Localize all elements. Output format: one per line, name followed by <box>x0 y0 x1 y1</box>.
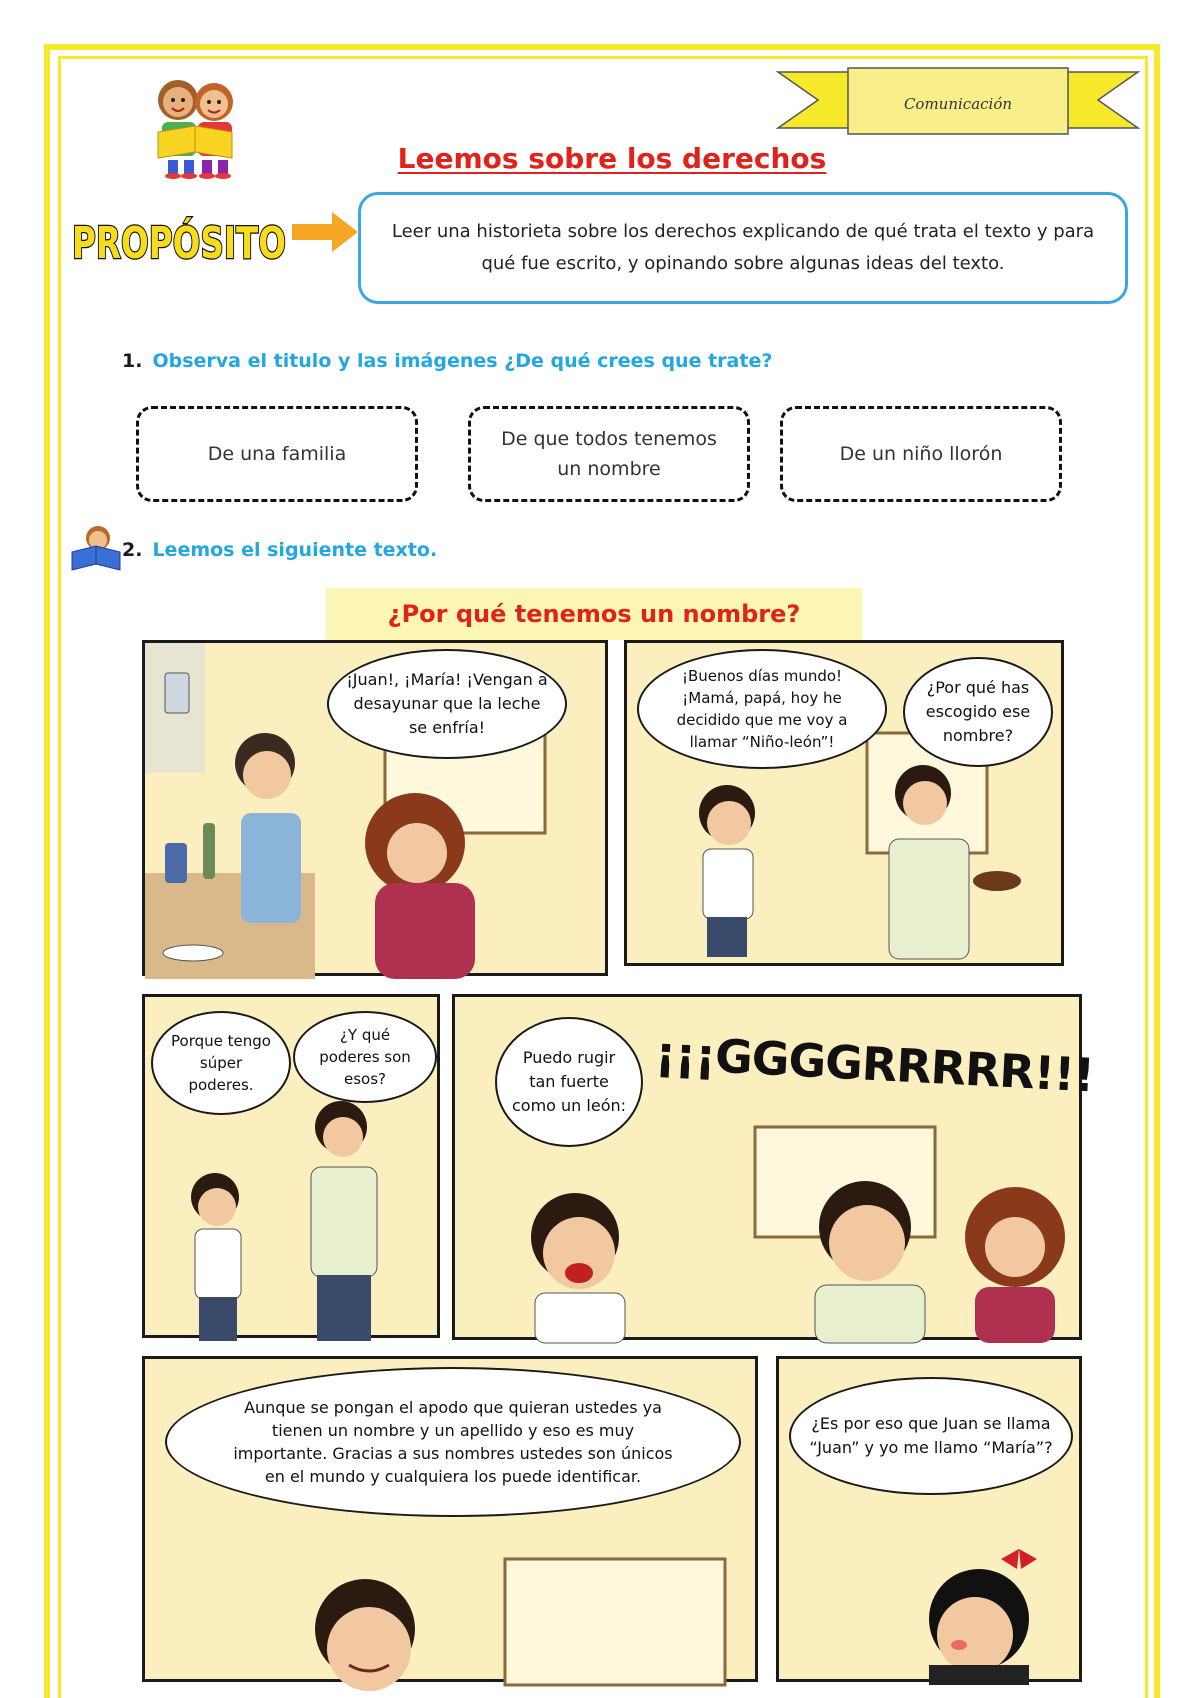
speech-bubble <box>637 649 887 769</box>
purpose-label <box>70 210 361 270</box>
comic-panel-3 <box>142 994 440 1338</box>
speech-text: ¿Y qué poderes son esos? <box>319 1026 411 1088</box>
speech-text: Porque tengo súper poderes. <box>171 1032 271 1094</box>
option-box-3[interactable] <box>780 406 1062 502</box>
speech-bubble <box>151 1011 291 1115</box>
speech-bubble <box>165 1367 741 1517</box>
speech-bubble <box>903 657 1053 767</box>
purpose-label-text: PROPÓSITO <box>72 218 361 269</box>
speech-text: Aunque se pongan el apodo que quieran ustedes ya tienen un nombre y un apellido y eso es muy importante. Gracias a sus nombres ustedes son únicos en el mundo y cualquiera los puede identificar. <box>233 1398 673 1486</box>
child-reading-icon <box>66 522 126 574</box>
speech-bubble <box>327 649 567 759</box>
question-1 <box>122 350 772 372</box>
question-1-number: 1. <box>122 350 143 372</box>
speech-text: ¿Por qué has escogido ese nombre? <box>925 678 1031 745</box>
question-1-text: Observa el titulo y las imágenes ¿De qué crees que trate? <box>152 350 773 372</box>
option-box-2[interactable] <box>468 406 750 502</box>
comic-panel-2 <box>624 640 1064 966</box>
speech-bubble <box>293 1011 437 1103</box>
speech-text: ¡Juan!, ¡María! ¡Vengan a desayunar que la leche se enfría! <box>346 670 548 737</box>
purpose-text: Leer una historieta sobre los derechos explicando de qué trata el texto y para qué fue escrito, y opinando sobre algunas ideas del texto. <box>391 221 1095 274</box>
comic-panel-4 <box>452 994 1096 1340</box>
question-2 <box>122 539 437 561</box>
option-3-text: De un niño llorón <box>839 443 1003 465</box>
question-2-number: 2. <box>122 539 143 561</box>
question-2-text: Leemos el siguiente texto. <box>152 539 438 561</box>
option-2-text: De que todos tenemos un nombre <box>501 428 717 480</box>
comic-panel-6 <box>776 1356 1082 1682</box>
speech-text: Puedo rugir tan fuerte como un león: <box>511 1048 627 1115</box>
subject-banner <box>778 66 1138 142</box>
speech-text: ¿Es por eso que Juan se llama “Juan” y yo me llamo “María”? <box>809 1414 1053 1457</box>
speech-text: ¡Buenos días mundo! ¡Mamá, papá, hoy he decidido que me voy a llamar “Niño-león”! <box>676 667 848 751</box>
subject-banner-label: Comunicación <box>903 95 1013 113</box>
option-1-text: De una familia <box>207 443 347 465</box>
page-title: Leemos sobre los derechos <box>397 142 827 175</box>
option-box-1[interactable] <box>136 406 418 502</box>
comic-panel-5 <box>142 1356 758 1682</box>
arrow-right-icon <box>292 212 358 252</box>
roar-sound-effect: ¡¡¡GGGGRRRRR!!! <box>653 1025 1096 1103</box>
story-title: ¿Por qué tenemos un nombre? <box>326 588 862 640</box>
speech-bubble <box>495 1017 643 1147</box>
speech-bubble <box>789 1377 1073 1495</box>
purpose-box <box>358 192 1128 304</box>
comic-panel-1 <box>142 640 608 976</box>
